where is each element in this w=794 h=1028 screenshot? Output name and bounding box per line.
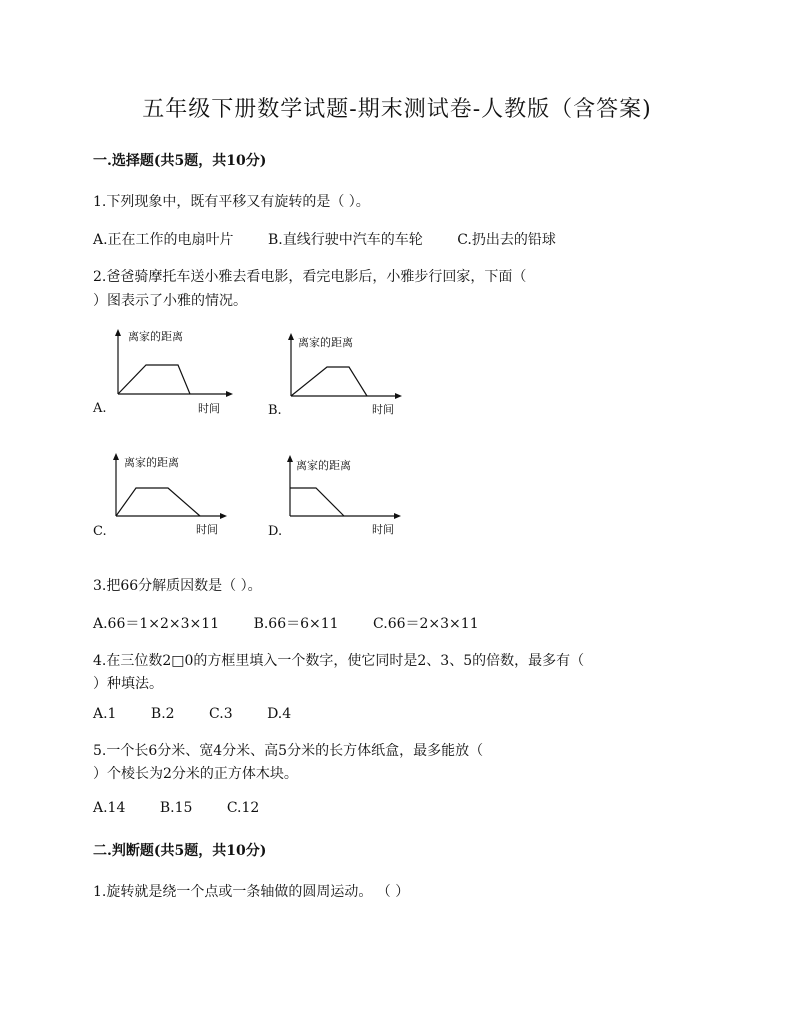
- question-2-line1: 2.爸爸骑摩托车送小雅去看电影，看完电影后，小雅步行回家，下面（: [93, 269, 527, 285]
- question-2-line2: ）图表示了小雅的情况。: [93, 293, 247, 309]
- graph-d-xlabel: 时间: [372, 523, 394, 536]
- q4-option-a: A.1: [93, 706, 117, 722]
- graph-c-line: [116, 488, 200, 516]
- section1-heading: 一.选择题(共5题，共10分): [93, 153, 267, 169]
- graph-a-line: [118, 365, 190, 394]
- q3-option-c: C.66＝2×3×11: [373, 616, 479, 632]
- question-4-line1: 4.在三位数2□0的方框里填入一个数字，使它同时是2、3、5的倍数，最多有（: [93, 653, 585, 669]
- graph-b-letter: B.: [268, 403, 282, 418]
- graph-b-xlabel: 时间: [372, 403, 394, 416]
- question-5-line2: ）个棱长为2分米的正方体木块。: [93, 766, 298, 782]
- graph-b-ylabel: 离家的距离: [298, 336, 353, 349]
- graph-d-ylabel: 离家的距离: [296, 459, 351, 472]
- question-4-line2: ）种填法。: [93, 676, 163, 692]
- graph-b-line: [291, 367, 367, 396]
- question-5-line1: 5.一个长6分米、宽4分米、高5分米的长方体纸盒，最多能放（: [93, 743, 484, 759]
- question-5-options: [93, 800, 289, 816]
- graph-c-ylabel: 离家的距离: [124, 456, 179, 469]
- graph-c-xlabel: 时间: [196, 523, 218, 536]
- q3-option-a: A.66＝1×2×3×11: [93, 616, 220, 632]
- q4-option-b: B.2: [150, 706, 175, 722]
- graph-d-letter: D.: [268, 524, 283, 539]
- question-1-text: 1.下列现象中，既有平移又有旋转的是（ ）。: [93, 194, 370, 210]
- q4-option-c: C.3: [209, 706, 233, 722]
- page-title: 五年级下册数学试题-期末测试卷-人教版（含答案): [142, 97, 652, 122]
- judgment-1-text: 1.旋转就是绕一个点或一条轴做的圆周运动。 （ ）: [93, 884, 410, 900]
- q1-option-a: A.正在工作的电扇叶片: [93, 232, 234, 248]
- section2-heading: 二.判断题(共5题，共10分): [93, 843, 267, 859]
- q3-option-b: B.66＝6×11: [253, 616, 339, 632]
- graph-d-line: [290, 488, 344, 516]
- graph-c-letter: C.: [93, 524, 107, 539]
- q5-option-a: A.14: [93, 800, 126, 816]
- q1-option-b: B.直线行驶中汽车的车轮: [268, 232, 423, 248]
- q1-option-c: C.扔出去的铅球: [457, 232, 556, 248]
- q5-option-b: B.15: [159, 800, 193, 816]
- question-3-options: [93, 613, 509, 633]
- question-1-options: [93, 229, 586, 249]
- question-3-text: 3.把66分解质因数是（ ）。: [93, 578, 262, 594]
- graph-a-ylabel: 离家的距离: [128, 330, 183, 343]
- q4-option-d: D.4: [267, 706, 292, 722]
- q5-option-c: C.12: [226, 800, 260, 816]
- graph-a-xlabel: 时间: [198, 402, 220, 415]
- graph-a-letter: A.: [93, 401, 107, 416]
- question-4-options: [93, 706, 321, 722]
